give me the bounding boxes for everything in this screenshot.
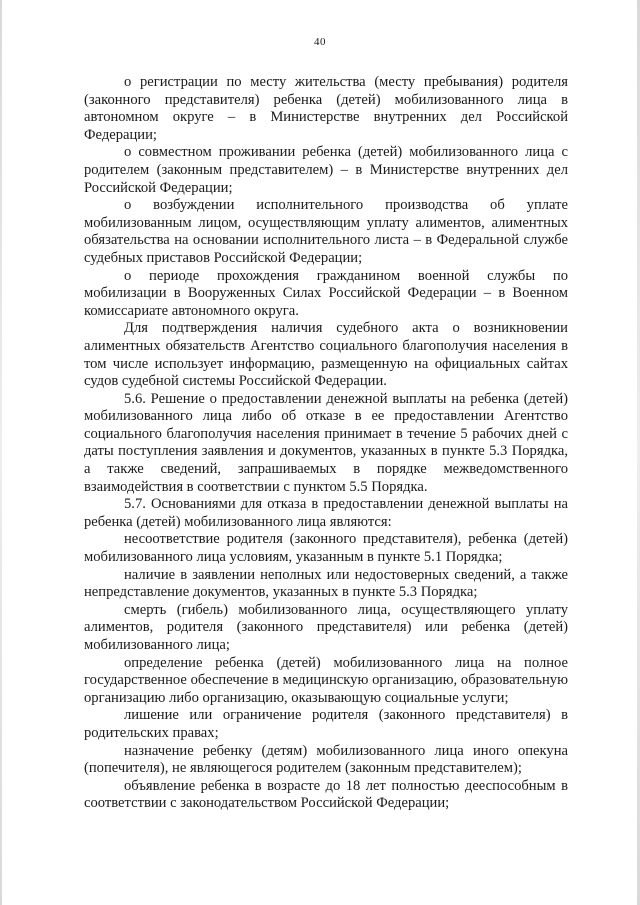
paragraph-state-support: определение ребенка (детей) мобилизованного лица на полное государственное обеспечение в медицинскую организацию, образовательную организацию либо организацию, оказывающую социальные услуги; — [84, 654, 568, 706]
paragraph-enforcement: о возбуждении исполнительного производства об уплате мобилизованным лицом, осуществляющим уплату алиментов, алиментных обязательства на основании исполнительного листа – в Федеральной службе судебных приставов Российской Федерации; — [84, 197, 568, 266]
paragraph-guardian: назначение ребенку (детям) мобилизованного лица иного опекуна (попечителя), не являющегося родителем (законным представителем); — [84, 742, 568, 777]
scan-edge-left — [0, 0, 2, 905]
paragraph-deprivation: лишение или ограничение родителя (законного представителя) в родительских правах; — [84, 707, 568, 741]
paragraph-incomplete-info: наличие в заявлении неполных или недостоверных сведений, а также непредставление документов, указанных в пункте 5.3 Порядка; — [84, 566, 568, 601]
paragraph-emancipation: объявление ребенка в возрасте до 18 лет полностью дееспособным в соответствии с законодательством Российской Федерации; — [84, 777, 568, 812]
paragraph-court-act: Для подтверждения наличия судебного акта о возникновении алиментных обязательств Агентство социального благополучия населения в том числе использует информацию, размещенную на официальных сайтах судов судебной системы Российской Федерации. — [84, 320, 568, 390]
paragraph-5-7: 5.7. Основаниями для отказа в предоставлении денежной выплаты на ребенка (детей) мобилизованного лица являются: — [84, 496, 568, 530]
document-body — [84, 74, 568, 813]
paragraph-registration: о регистрации по месту жительства (месту пребывания) родителя (законного представителя) ребенка (детей) мобилизованного лица в автономном округе – в Министерстве внутренних дел Российской Федерации; — [84, 74, 568, 143]
paragraph-death: смерть (гибель) мобилизованного лица, осуществляющего уплату алиментов, родителя (законного представителя) или ребенка (детей) мобилизованного лица; — [84, 601, 568, 653]
paragraph-military-service: о периоде прохождения гражданином военной службы по мобилизации в Вооруженных Силах Российской Федерации – в Военном комиссариате автономного округа. — [84, 267, 568, 319]
paragraph-cohabitation: о совместном проживании ребенка (детей) мобилизованного лица с родителем (законным представителем) – в Министерстве внутренних дел Российской Федерации; — [84, 144, 568, 196]
page-number: 40 — [314, 36, 326, 48]
paragraph-5-6: 5.6. Решение о предоставлении денежной выплаты на ребенка (детей) мобилизованного лица либо об отказе в ее предоставлении Агентство социального благополучия населения принимает в течение 5 рабочих дней с даты поступления заявления и документов, указанных в пункте 5.3 Порядка, а также сведений, запрашиваемых в порядке межведомственного взаимодействия в соответствии с пунктом 5.5 Порядка. — [84, 390, 568, 495]
paragraph-nonconformity: несоответствие родителя (законного представителя), ребенка (детей) мобилизованного лица условиям, указанным в пункте 5.1 Порядка; — [84, 531, 568, 566]
